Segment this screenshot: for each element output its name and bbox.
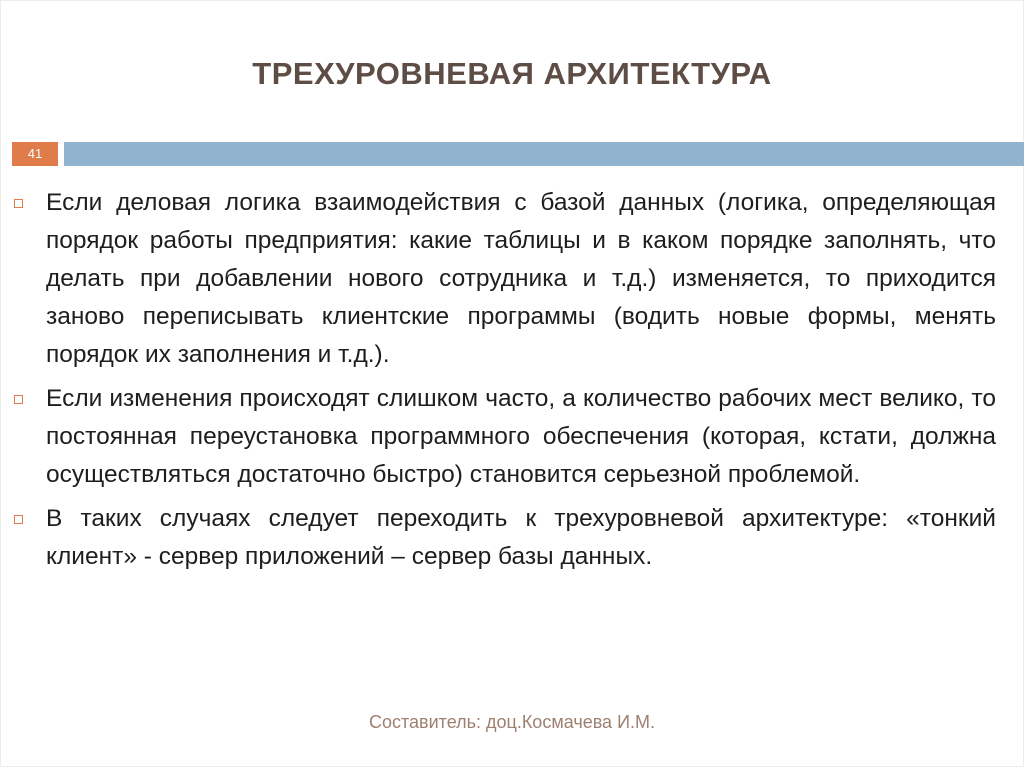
bullet-item-1 <box>14 184 996 374</box>
bullet-item-3 <box>14 500 996 576</box>
bullet-text: В таких случаях следует переходить к трехуровневой архитектуре: «тонкий клиент» - сервер приложений – сервер базы данных. <box>46 505 996 570</box>
square-bullet-icon <box>14 199 23 208</box>
slide-title: ТРЕХУРОВНЕВАЯ АРХИТЕКТУРА <box>252 56 772 91</box>
bullet-text: Если изменения происходят слишком часто, а количество рабочих мест велико, то постоянная переустановка программного обеспечения (которая, кстати, должна осуществляться достаточно быстро) становится серьезной проблемой. <box>46 385 996 488</box>
slide-number: 41 <box>27 146 43 161</box>
header-divider-bar <box>64 142 1024 166</box>
bullet-item-2 <box>14 380 996 494</box>
slide-number-badge <box>12 142 58 166</box>
slide-footer: Составитель: доц.Космачева И.М. <box>368 712 656 732</box>
bullet-list <box>14 184 996 582</box>
square-bullet-icon <box>14 515 23 524</box>
bullet-text: Если деловая логика взаимодействия с базой данных (логика, определяющая порядок работы предприятия: какие таблицы и в каком порядке заполнять, что делать при добавлении нового сотрудника и т.д.) изменяется, то приходится заново переписывать клиентские программы (водить новые формы, менять порядок их заполнения и т.д.). <box>46 189 996 368</box>
square-bullet-icon <box>14 395 23 404</box>
